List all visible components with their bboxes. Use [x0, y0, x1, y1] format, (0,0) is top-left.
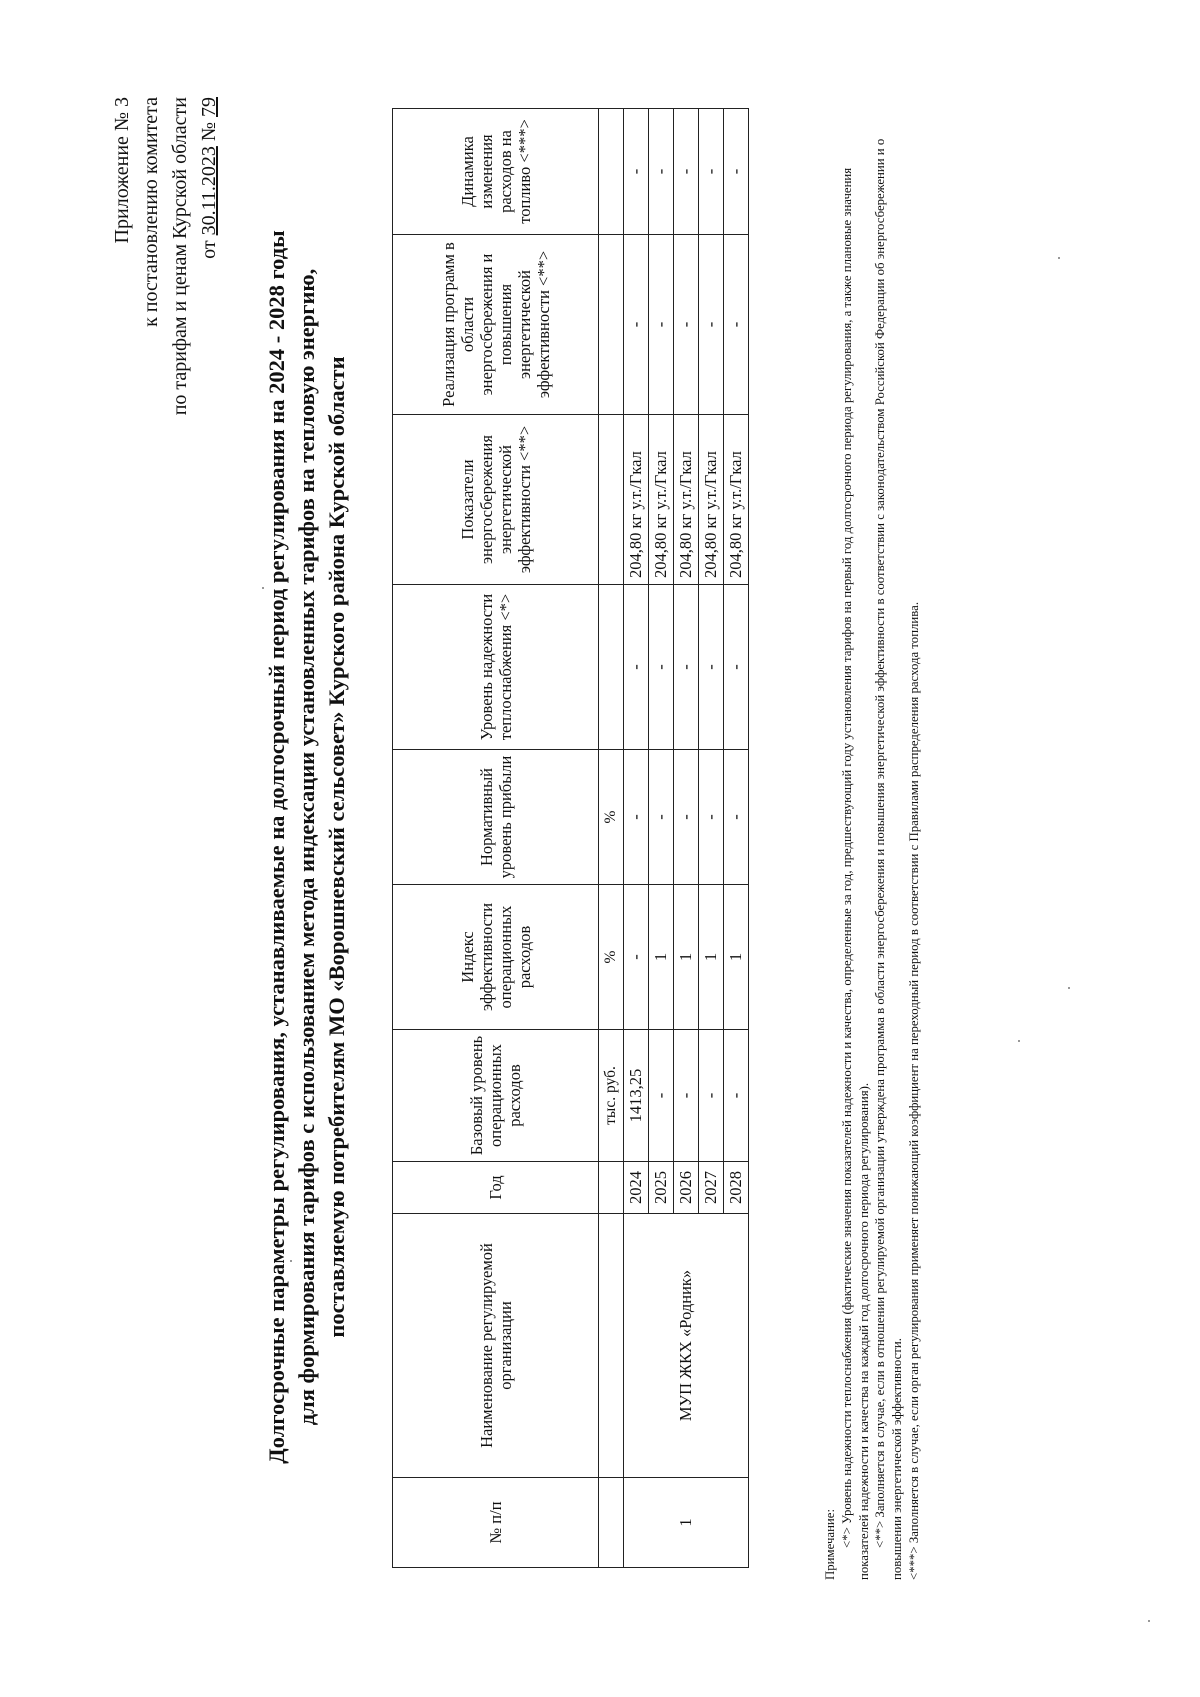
cell-fuel: - — [624, 109, 649, 235]
table-row — [624, 109, 649, 1568]
scan-speck — [1018, 1040, 1020, 1042]
header-programs: Реализация программ в области энергосбережения и повышения энергетической эффективности <**> — [393, 235, 599, 415]
scan-speck — [1148, 1620, 1150, 1622]
note-energy-saving: <**> Заполняется в случае, если в отношении регулируемой организации утверждена программа в области энергосбережения и повышения энергетической эффективности в соответствии с законодательством Российской Федерации об энергосбережении и о повышении энергетической эффективности. — [873, 138, 905, 1580]
cell-base-cost: - — [674, 1030, 699, 1162]
header-base-cost: Базовый уровень операционных расходов — [393, 1030, 599, 1162]
cell-fuel: - — [699, 109, 724, 235]
unit-cell-empty — [599, 1214, 624, 1478]
cell-programs: - — [724, 235, 749, 415]
cell-efficiency-index: 1 — [699, 885, 724, 1030]
cell-profit-level: - — [649, 750, 674, 885]
cell-profit-level: - — [724, 750, 749, 885]
appendix-block — [108, 97, 224, 697]
unit-profit-level: % — [599, 750, 624, 885]
document-title — [262, 117, 352, 1577]
cell-year: 2026 — [674, 1162, 699, 1214]
unit-cell-empty — [599, 109, 624, 235]
parameters-table — [392, 108, 749, 1568]
notes-block — [822, 100, 923, 1580]
cell-reliability: - — [699, 585, 724, 750]
cell-year: 2024 — [624, 1162, 649, 1214]
cell-fuel: - — [649, 109, 674, 235]
cell-base-cost: - — [649, 1030, 674, 1162]
appendix-title: Приложение № 3 — [111, 97, 133, 244]
notes-label: Примечание: — [823, 1509, 837, 1580]
cell-reliability: - — [649, 585, 674, 750]
scan-speck — [290, 1260, 292, 1262]
appendix-number: 79 — [198, 97, 220, 117]
cell-energy-saving: 204,80 кг у.т./Гкал — [649, 415, 674, 585]
appendix-number-sign: № — [198, 122, 220, 142]
appendix-date: 30.11.2023 — [198, 146, 220, 236]
title-line-2: для формирования тарифов с использованием метода индексации установленных тарифов на тепловую энергию, — [294, 268, 319, 1426]
cell-efficiency-index: - — [624, 885, 649, 1030]
unit-base-cost: тыс. руб. — [599, 1030, 624, 1162]
cell-profit-level: - — [624, 750, 649, 885]
cell-efficiency-index: 1 — [649, 885, 674, 1030]
cell-profit-level: - — [674, 750, 699, 885]
cell-reliability: - — [674, 585, 699, 750]
cell-energy-saving: 204,80 кг у.т./Гкал — [624, 415, 649, 585]
header-energy-saving: Показатели энергосбережения энергетической эффективности <**> — [393, 415, 599, 585]
cell-energy-saving: 204,80 кг у.т./Гкал — [724, 415, 749, 585]
header-num: № п/п — [393, 1478, 599, 1568]
cell-profit-level: - — [699, 750, 724, 885]
cell-programs: - — [649, 235, 674, 415]
unit-cell-empty — [599, 235, 624, 415]
unit-efficiency-index: % — [599, 885, 624, 1030]
cell-efficiency-index: 1 — [724, 885, 749, 1030]
cell-energy-saving: 204,80 кг у.т./Гкал — [674, 415, 699, 585]
unit-cell-empty — [599, 415, 624, 585]
cell-energy-saving: 204,80 кг у.т./Гкал — [699, 415, 724, 585]
header-efficiency-index: Индекс эффективности операционных расходов — [393, 885, 599, 1030]
unit-cell-empty — [599, 1478, 624, 1568]
cell-year: 2027 — [699, 1162, 724, 1214]
units-row — [599, 109, 624, 1568]
cell-programs: - — [674, 235, 699, 415]
cell-programs: - — [624, 235, 649, 415]
cell-efficiency-index: 1 — [674, 885, 699, 1030]
unit-cell-empty — [599, 1162, 624, 1214]
cell-base-cost: - — [699, 1030, 724, 1162]
appendix-date-line — [195, 97, 224, 697]
scan-speck — [262, 587, 264, 589]
cell-fuel: - — [674, 109, 699, 235]
organization-name: МУП ЖКХ «Родник» — [624, 1214, 749, 1478]
cell-base-cost: 1413,25 — [624, 1030, 649, 1162]
cell-base-cost: - — [724, 1030, 749, 1162]
cell-reliability: - — [724, 585, 749, 750]
header-org: Наименование регулируемой организации — [393, 1214, 599, 1478]
scan-speck — [1068, 987, 1070, 989]
cell-reliability: - — [624, 585, 649, 750]
note-fuel: <***> Заполняется в случае, если орган регулирования применяет понижающий коэффициент на переходный период в соответствии с Правилами распределения расхода топлива. — [906, 601, 921, 1580]
appendix-date-prefix: от — [198, 235, 220, 259]
row-number: 1 — [624, 1478, 749, 1568]
cell-year: 2028 — [724, 1162, 749, 1214]
cell-programs: - — [699, 235, 724, 415]
unit-cell-empty — [599, 585, 624, 750]
header-year: Год — [393, 1162, 599, 1214]
header-profit-level: Нормативный уровень прибыли — [393, 750, 599, 885]
header-reliability: Уровень надежности теплоснабжения <*> — [393, 585, 599, 750]
cell-year: 2025 — [649, 1162, 674, 1214]
title-line-3: поставляемую потребителям МО «Ворошневский сельсовет» Курского района Курской области — [324, 356, 349, 1338]
note-reliability: <*> Уровень надежности теплоснабжения (фактические значения показателей надежности и качества, определенные за год, предшествующий году установления тарифов на первый год долгосрочного периода регулирования, а также плановые значения показателей надежности и качества на каждый год долгосрочного периода регулирования). — [839, 167, 871, 1580]
table-header-row — [393, 109, 599, 1568]
appendix-line-committee: к постановлению комитета — [140, 97, 162, 327]
appendix-line-authority: по тарифам и ценам Курской области — [169, 97, 191, 416]
header-fuel: Динамика изменения расходов на топливо <***> — [393, 109, 599, 235]
title-line-1: Долгосрочные параметры регулирования, устанавливаемые на долгосрочный период регулирования на 2024 - 2028 годы — [264, 230, 289, 1464]
scan-speck — [1058, 257, 1060, 259]
cell-fuel: - — [724, 109, 749, 235]
